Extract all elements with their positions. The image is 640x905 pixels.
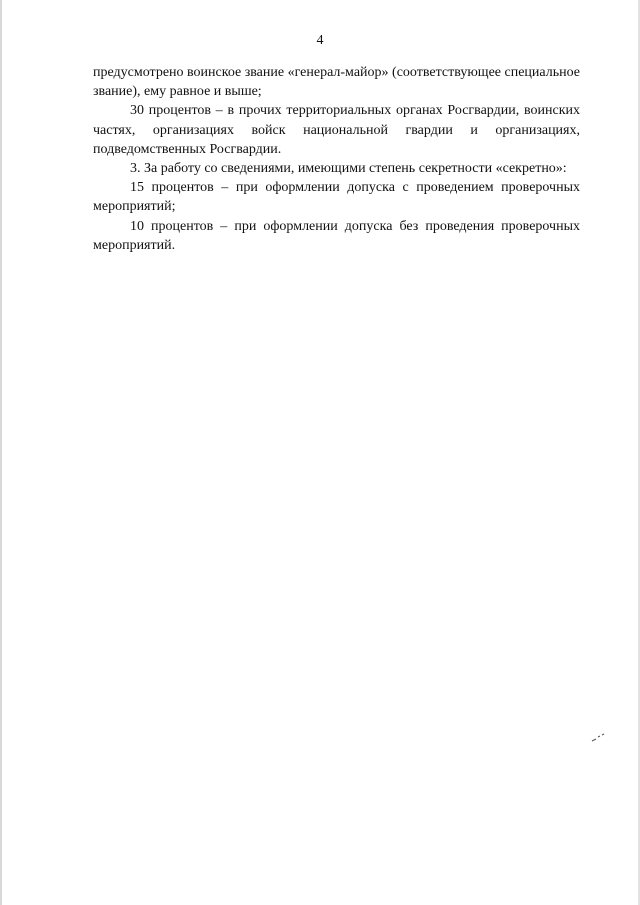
paragraph-15-percent: 15 процентов – при оформлении допуска с проведением проверочных мероприятий; [93,180,580,215]
paragraph-continuation: предусмотрено воинское звание «генерал-майор» (соответствующее специальное звание), ему равное и выше; [93,65,580,100]
scan-edge-left [0,0,2,905]
document-body [93,63,580,255]
scan-artifact-mark [591,733,605,743]
paragraph-section-3: 3. За работу со сведениями, имеющими степень секретности «секретно»: [130,161,567,177]
page-number: 4 [316,33,324,48]
paragraph-10-percent: 10 процентов – при оформлении допуска без проведения проверочных мероприятий. [93,218,580,253]
paragraph-30-percent: 30 процентов – в прочих территориальных органах Росгвардии, воинских частях, организациях войск национальной гвардии и организациях, подведомственных Росгвардии. [93,103,580,157]
